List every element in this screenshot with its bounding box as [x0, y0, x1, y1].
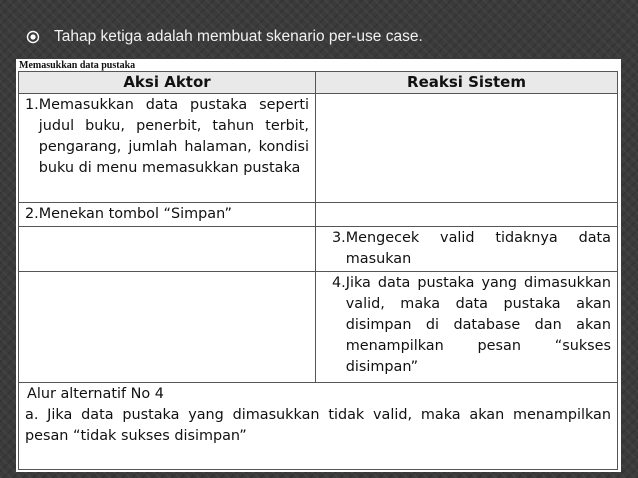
- system-step-cell: [316, 272, 618, 383]
- actor-step-cell: [19, 94, 316, 203]
- scenario-table: [18, 71, 618, 470]
- slide-bullet: [26, 28, 423, 46]
- actor-step-1: 1. Memasukkan data pustaka seperti judul buku, penerbit, tahun terbit, pengarang, jumlah halaman, kondisi buku di menu memasukkan pustaka: [25, 97, 309, 176]
- use-case-scenario-document: [16, 59, 621, 472]
- bullet-text: Tahap ketiga adalah membuat skenario per-use case.: [54, 28, 423, 45]
- table-row: [19, 227, 618, 272]
- system-step-cell: [316, 227, 618, 272]
- alternate-flow-title: Alur alternatif No 4: [27, 386, 164, 402]
- table-row: [19, 94, 618, 203]
- actor-step-2: 2. Menekan tombol “Simpan”: [25, 206, 232, 222]
- system-empty-cell: [316, 94, 618, 203]
- document-caption: Memasukkan data pustaka: [19, 60, 136, 71]
- column-header-actor: Aksi Aktor: [19, 72, 316, 94]
- alternate-flow-cell: [19, 383, 618, 470]
- actor-empty-cell: [19, 272, 316, 383]
- table-row: [19, 383, 618, 470]
- actor-step-cell: [19, 203, 316, 227]
- circle-bullet-icon: [26, 30, 40, 44]
- system-empty-cell: [316, 203, 618, 227]
- system-step-4: 4. Jika data pustaka yang dimasukkan valid, maka data pustaka akan disimpan di database dan akan menampilkan pesan “sukses disimpan”: [332, 275, 611, 375]
- system-step-3: 3. Mengecek valid tidaknya data masukan: [332, 230, 611, 267]
- alternate-flow-item: a. Jika data pustaka yang dimasukkan tidak valid, maka akan menampilkan pesan “tidak sukses disimpan”: [25, 407, 611, 444]
- table-row: [19, 272, 618, 383]
- actor-empty-cell: [19, 227, 316, 272]
- table-header-row: [19, 72, 618, 94]
- column-header-system: Reaksi Sistem: [316, 72, 618, 94]
- table-row: [19, 203, 618, 227]
